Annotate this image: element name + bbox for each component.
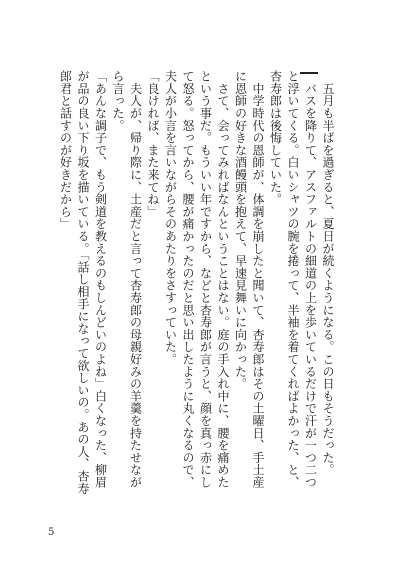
paragraph: 「良ければ、また来てね」 <box>146 70 160 218</box>
paragraph: 「あんな調子で、もう剣道を教えるのもしんどいのよね」白くなった、柳眉が品の良い下り坂を描いている。「話し相手になって欲しいの。あの人、杏寿郎君と話すのが好きだから」 <box>58 70 108 495</box>
vertical-text-block <box>56 70 336 500</box>
paragraph: 中学時代の恩師が、体調を崩したと聞いて、杏寿郎はその土曜日、手土産に恩師の好きな酒饅頭を抱えて、早速見舞いに向かった。 <box>233 70 265 489</box>
paragraph: バスを降りて、アスファルトの細道の上を歩いているだけで汗が一つ二つと浮いてくる。白いシャツの腕を捲って、半袖を着てくればよかった、と、杏寿郎は後悔していた。 <box>268 70 318 489</box>
paragraph: 夫人が、帰り際に、土産だと言って杏寿郎の母親好みの羊羹を持たせながら言った。 <box>111 70 143 489</box>
page-number: 5 <box>48 527 55 538</box>
paragraph: 五月も半ばを過ぎると、夏日が続くようになる。この日もそうだった。 <box>321 70 335 476</box>
paragraph: さて、会ってみればなんということはない。庭の手入れ中に、腰を痛めたという事だ。もういい年ですから、などと杏寿郎が言うと、顔を真っ赤にして怒る。怒ってから、腰が痛かったのだと思い出したように丸くなるので、夫人が小言を言いながらそのあたりをさすっていた。 <box>163 70 230 489</box>
